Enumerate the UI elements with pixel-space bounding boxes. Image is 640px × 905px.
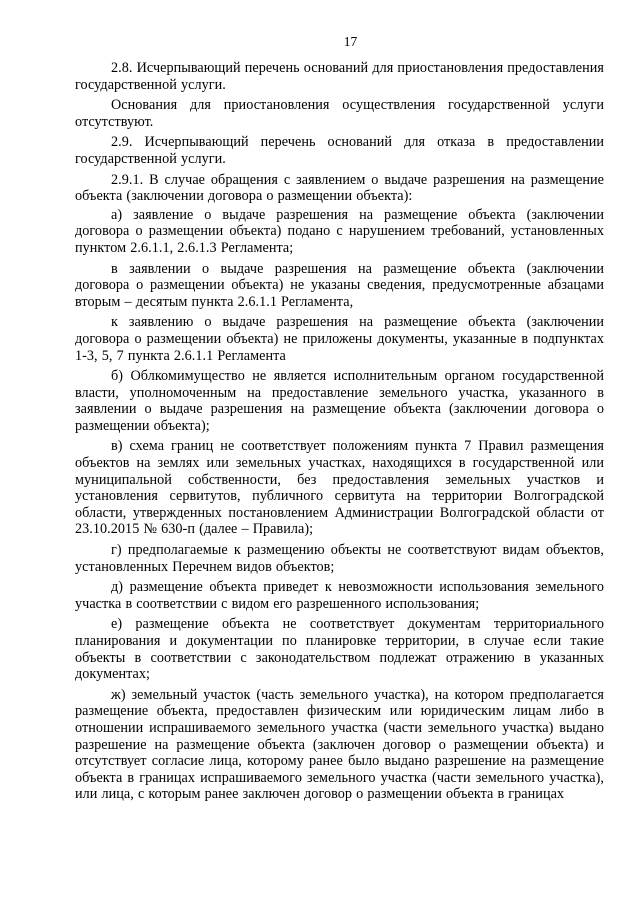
paragraph-suspension-grounds: Основания для приостановления осуществления государственной услуги отсутствуют.: [75, 97, 604, 130]
paragraph-2-9: 2.9. Исчерпывающий перечень оснований для отказа в предоставлении государственной услуги.: [75, 134, 604, 167]
paragraph-item-a-missing-docs: к заявлению о выдаче разрешения на размещение объекта (заключении договора о размещении объекта) не приложены документы, указанные в подпунктах 1-3, 5, 7 пункта 2.6.1.1 Регламента: [75, 314, 604, 364]
paragraph-2-9-1: 2.9.1. В случае обращения с заявлением о выдаче разрешения на размещение объекта (заключении договора о размещении объекта):: [75, 171, 604, 205]
paragraph-item-e: е) размещение объекта не соответствует документам территориального планирования и документации по планировке территории, в случае если такие объекты в соответствии с законодательством подлежат отражению в указанных документах;: [75, 616, 604, 683]
paragraph-item-v: в) схема границ не соответствует положениям пункта 7 Правил размещения объектов на землях или земельных участках, находящихся в государственной или муниципальной собственности, без предоставления земельных участков и установления сервитутов, публичного сервитута на территории Волгоградской области, утвержденных постановлением Администрации Волгоградской области от 23.10.2015 № 630-п (далее – Правила);: [75, 438, 604, 538]
paragraph-item-a-missing-info: в заявлении о выдаче разрешения на размещение объекта (заключении договора о размещении объекта) не указаны сведения, предусмотренные абзацами вторым – десятым пункта 2.6.1.1 Регламента,: [75, 260, 604, 310]
paragraph-2-8: 2.8. Исчерпывающий перечень оснований для приостановления предоставления государственной услуги.: [75, 60, 604, 93]
paragraph-item-b: б) Облкомимущество не является исполнительным органом государственной власти, уполномоченным на предоставление земельного участка, указанного в заявлении о выдаче разрешения на размещение объекта (заключении договора о размещении объекта);: [75, 368, 604, 434]
paragraph-item-zh: ж) земельный участок (часть земельного участка), на котором предполагается размещение объекта, предоставлен физическим или юридическим лицам либо в отношении испрашиваемого земельного участка (части земельного участка) выдано разрешение на размещение объекта (заключен договор о размещении объекта) и отсутствует согласие лица, которому ранее было выдано разрешение на размещение объекта в границах испрашиваемого земельного участка (части земельного участка), или лица, с которым ранее заключен договор о размещении объекта в границах: [75, 686, 604, 803]
paragraph-item-d: д) размещение объекта приведет к невозможности использования земельного участка в соответствии с видом его разрешенного использования;: [75, 579, 604, 612]
paragraph-item-g: г) предполагаемые к размещению объекты не соответствуют видам объектов, установленных Перечнем видов объектов;: [75, 542, 604, 575]
page-number: 17: [343, 34, 358, 49]
paragraph-item-a: а) заявление о выдаче разрешения на размещение объекта (заключении договора о размещении объекта) подано с нарушением требований, установленных пунктом 2.6.1.1, 2.6.1.3 Регламента;: [75, 206, 604, 256]
